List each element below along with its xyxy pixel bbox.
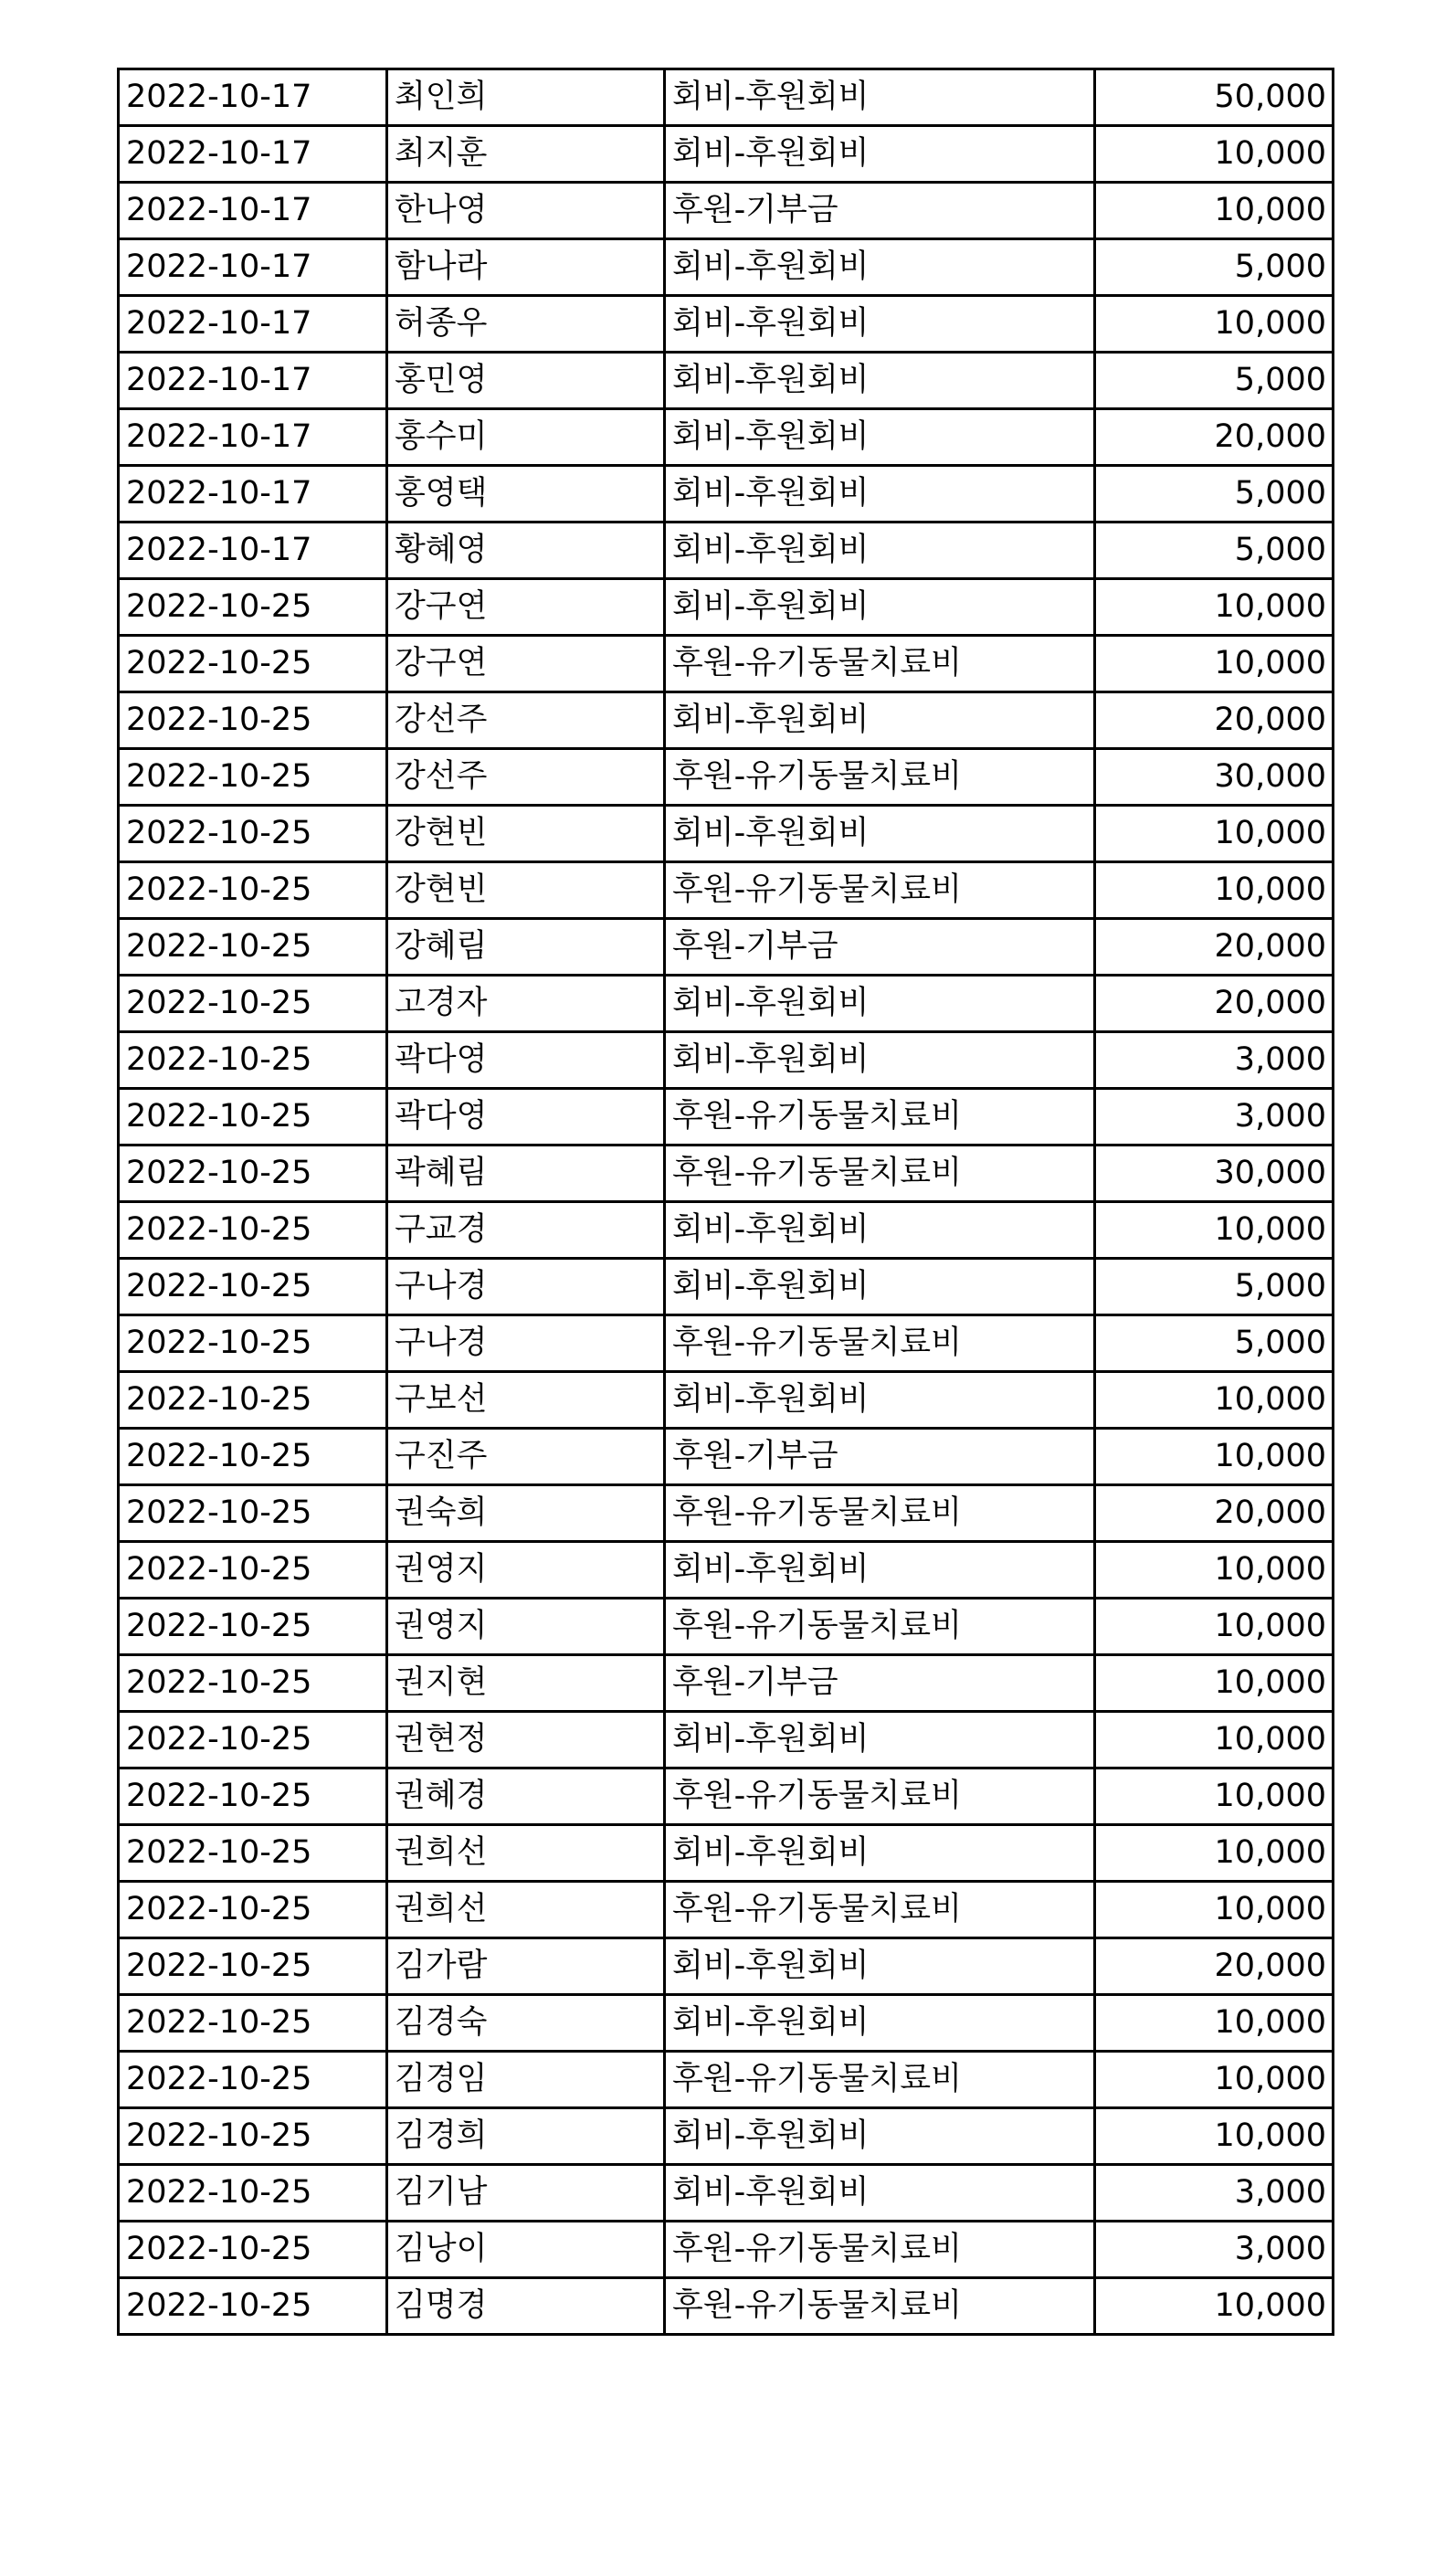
date-cell: 2022-10-25 [119,1599,387,1655]
amount-cell: 5,000 [1095,466,1334,523]
date-cell: 2022-10-25 [119,692,387,749]
date-cell: 2022-10-25 [119,1825,387,1882]
table-row [119,523,1334,579]
table-row [119,579,1334,636]
category-cell: 후원-유기동물치료비 [665,2222,1095,2278]
table-row [119,1882,1334,1938]
category-cell: 회비-후원회비 [665,1825,1095,1882]
amount-cell: 20,000 [1095,1485,1334,1542]
name-cell: 홍영택 [387,466,665,523]
date-cell: 2022-10-17 [119,353,387,409]
amount-cell: 10,000 [1095,2108,1334,2165]
date-cell: 2022-10-25 [119,806,387,862]
table-row [119,1372,1334,1429]
name-cell: 권숙희 [387,1485,665,1542]
date-cell: 2022-10-17 [119,239,387,296]
date-cell: 2022-10-25 [119,1032,387,1089]
name-cell: 강현빈 [387,862,665,919]
name-cell: 권현정 [387,1712,665,1768]
date-cell: 2022-10-25 [119,919,387,976]
amount-cell: 10,000 [1095,862,1334,919]
date-cell: 2022-10-25 [119,579,387,636]
amount-cell: 10,000 [1095,1882,1334,1938]
date-cell: 2022-10-25 [119,749,387,806]
name-cell: 곽다영 [387,1089,665,1145]
name-cell: 권영지 [387,1542,665,1599]
amount-cell: 50,000 [1095,69,1334,126]
category-cell: 회비-후원회비 [665,1032,1095,1089]
table-row [119,1712,1334,1768]
name-cell: 김경희 [387,2108,665,2165]
date-cell: 2022-10-25 [119,636,387,692]
category-cell: 후원-유기동물치료비 [665,1485,1095,1542]
amount-cell: 10,000 [1095,2052,1334,2108]
table-row [119,2108,1334,2165]
name-cell: 홍민영 [387,353,665,409]
name-cell: 권지현 [387,1655,665,1712]
amount-cell: 10,000 [1095,183,1334,239]
category-cell: 회비-후원회비 [665,1542,1095,1599]
category-cell: 후원-유기동물치료비 [665,749,1095,806]
table-row [119,1145,1334,1202]
category-cell: 회비-후원회비 [665,1712,1095,1768]
category-cell: 회비-후원회비 [665,2165,1095,2222]
amount-cell: 3,000 [1095,2165,1334,2222]
amount-cell: 10,000 [1095,1712,1334,1768]
amount-cell: 30,000 [1095,1145,1334,1202]
amount-cell: 10,000 [1095,1542,1334,1599]
amount-cell: 5,000 [1095,523,1334,579]
table-row [119,1995,1334,2052]
amount-cell: 10,000 [1095,579,1334,636]
amount-cell: 10,000 [1095,1202,1334,1259]
table-row [119,1315,1334,1372]
amount-cell: 10,000 [1095,1825,1334,1882]
date-cell: 2022-10-25 [119,976,387,1032]
amount-cell: 10,000 [1095,1655,1334,1712]
name-cell: 구교경 [387,1202,665,1259]
amount-cell: 10,000 [1095,2278,1334,2335]
amount-cell: 5,000 [1095,1259,1334,1315]
date-cell: 2022-10-25 [119,2278,387,2335]
category-cell: 후원-유기동물치료비 [665,1089,1095,1145]
category-cell: 후원-기부금 [665,183,1095,239]
name-cell: 김낭이 [387,2222,665,2278]
table-row [119,126,1334,183]
date-cell: 2022-10-25 [119,1372,387,1429]
name-cell: 김가람 [387,1938,665,1995]
table-row [119,69,1334,126]
name-cell: 함나라 [387,239,665,296]
category-cell: 회비-후원회비 [665,692,1095,749]
table-row [119,2222,1334,2278]
amount-cell: 10,000 [1095,296,1334,353]
category-cell: 회비-후원회비 [665,69,1095,126]
table-row [119,2165,1334,2222]
date-cell: 2022-10-25 [119,2165,387,2222]
category-cell: 회비-후원회비 [665,1372,1095,1429]
table-row [119,919,1334,976]
table-row [119,2052,1334,2108]
category-cell: 회비-후원회비 [665,466,1095,523]
name-cell: 구진주 [387,1429,665,1485]
category-cell: 회비-후원회비 [665,296,1095,353]
date-cell: 2022-10-25 [119,1259,387,1315]
table-row [119,239,1334,296]
name-cell: 강구연 [387,636,665,692]
table-row [119,862,1334,919]
category-cell: 후원-유기동물치료비 [665,1882,1095,1938]
date-cell: 2022-10-25 [119,862,387,919]
table-row [119,1032,1334,1089]
date-cell: 2022-10-25 [119,1995,387,2052]
name-cell: 구나경 [387,1259,665,1315]
amount-cell: 20,000 [1095,692,1334,749]
category-cell: 후원-유기동물치료비 [665,1768,1095,1825]
name-cell: 권혜경 [387,1768,665,1825]
date-cell: 2022-10-17 [119,296,387,353]
table-row [119,353,1334,409]
category-cell: 회비-후원회비 [665,1995,1095,2052]
date-cell: 2022-10-25 [119,2052,387,2108]
amount-cell: 20,000 [1095,976,1334,1032]
date-cell: 2022-10-17 [119,409,387,466]
name-cell: 김경임 [387,2052,665,2108]
donation-ledger-table [117,68,1334,2336]
table-row [119,1202,1334,1259]
category-cell: 회비-후원회비 [665,1202,1095,1259]
amount-cell: 20,000 [1095,919,1334,976]
date-cell: 2022-10-25 [119,1202,387,1259]
table-row [119,183,1334,239]
category-cell: 회비-후원회비 [665,126,1095,183]
name-cell: 곽혜림 [387,1145,665,1202]
amount-cell: 10,000 [1095,1768,1334,1825]
table-row [119,409,1334,466]
name-cell: 권희선 [387,1825,665,1882]
category-cell: 회비-후원회비 [665,1259,1095,1315]
table-row [119,1485,1334,1542]
amount-cell: 10,000 [1095,806,1334,862]
name-cell: 최지훈 [387,126,665,183]
name-cell: 황혜영 [387,523,665,579]
amount-cell: 20,000 [1095,1938,1334,1995]
date-cell: 2022-10-25 [119,2108,387,2165]
category-cell: 후원-기부금 [665,1429,1095,1485]
name-cell: 강선주 [387,749,665,806]
table-row [119,1089,1334,1145]
date-cell: 2022-10-25 [119,1882,387,1938]
date-cell: 2022-10-17 [119,466,387,523]
name-cell: 김명경 [387,2278,665,2335]
category-cell: 후원-기부금 [665,919,1095,976]
name-cell: 곽다영 [387,1032,665,1089]
table-row [119,692,1334,749]
table-row [119,749,1334,806]
date-cell: 2022-10-17 [119,69,387,126]
amount-cell: 10,000 [1095,1995,1334,2052]
amount-cell: 5,000 [1095,239,1334,296]
date-cell: 2022-10-17 [119,523,387,579]
amount-cell: 20,000 [1095,409,1334,466]
date-cell: 2022-10-25 [119,1768,387,1825]
name-cell: 김경숙 [387,1995,665,2052]
table-row [119,1259,1334,1315]
date-cell: 2022-10-25 [119,1542,387,1599]
table-row [119,296,1334,353]
category-cell: 회비-후원회비 [665,239,1095,296]
table-row [119,976,1334,1032]
date-cell: 2022-10-17 [119,183,387,239]
table-row [119,806,1334,862]
amount-cell: 30,000 [1095,749,1334,806]
date-cell: 2022-10-25 [119,1712,387,1768]
category-cell: 후원-유기동물치료비 [665,1599,1095,1655]
name-cell: 구나경 [387,1315,665,1372]
category-cell: 후원-유기동물치료비 [665,1315,1095,1372]
category-cell: 후원-유기동물치료비 [665,2052,1095,2108]
category-cell: 회비-후원회비 [665,409,1095,466]
table-row [119,466,1334,523]
date-cell: 2022-10-25 [119,1429,387,1485]
date-cell: 2022-10-25 [119,1938,387,1995]
category-cell: 회비-후원회비 [665,1938,1095,1995]
amount-cell: 3,000 [1095,2222,1334,2278]
category-cell: 회비-후원회비 [665,523,1095,579]
ledger-sheet [117,68,1334,2336]
ledger-body [119,69,1334,2335]
date-cell: 2022-10-17 [119,126,387,183]
name-cell: 홍수미 [387,409,665,466]
name-cell: 강선주 [387,692,665,749]
name-cell: 강혜림 [387,919,665,976]
table-row [119,1655,1334,1712]
amount-cell: 3,000 [1095,1032,1334,1089]
date-cell: 2022-10-25 [119,1089,387,1145]
amount-cell: 10,000 [1095,1372,1334,1429]
category-cell: 회비-후원회비 [665,976,1095,1032]
name-cell: 김기남 [387,2165,665,2222]
name-cell: 권희선 [387,1882,665,1938]
category-cell: 후원-유기동물치료비 [665,862,1095,919]
name-cell: 강현빈 [387,806,665,862]
category-cell: 후원-유기동물치료비 [665,636,1095,692]
name-cell: 권영지 [387,1599,665,1655]
name-cell: 강구연 [387,579,665,636]
name-cell: 최인희 [387,69,665,126]
category-cell: 회비-후원회비 [665,2108,1095,2165]
table-row [119,1825,1334,1882]
category-cell: 회비-후원회비 [665,579,1095,636]
table-row [119,2278,1334,2335]
category-cell: 회비-후원회비 [665,353,1095,409]
table-row [119,1542,1334,1599]
amount-cell: 10,000 [1095,1429,1334,1485]
table-row [119,1768,1334,1825]
amount-cell: 5,000 [1095,353,1334,409]
amount-cell: 10,000 [1095,126,1334,183]
category-cell: 회비-후원회비 [665,806,1095,862]
table-row [119,1599,1334,1655]
amount-cell: 10,000 [1095,636,1334,692]
amount-cell: 10,000 [1095,1599,1334,1655]
name-cell: 한나영 [387,183,665,239]
date-cell: 2022-10-25 [119,1655,387,1712]
date-cell: 2022-10-25 [119,2222,387,2278]
table-row [119,1429,1334,1485]
name-cell: 허종우 [387,296,665,353]
category-cell: 후원-기부금 [665,1655,1095,1712]
date-cell: 2022-10-25 [119,1315,387,1372]
amount-cell: 3,000 [1095,1089,1334,1145]
category-cell: 후원-유기동물치료비 [665,1145,1095,1202]
date-cell: 2022-10-25 [119,1485,387,1542]
table-row [119,636,1334,692]
amount-cell: 5,000 [1095,1315,1334,1372]
table-row [119,1938,1334,1995]
name-cell: 구보선 [387,1372,665,1429]
name-cell: 고경자 [387,976,665,1032]
date-cell: 2022-10-25 [119,1145,387,1202]
category-cell: 후원-유기동물치료비 [665,2278,1095,2335]
